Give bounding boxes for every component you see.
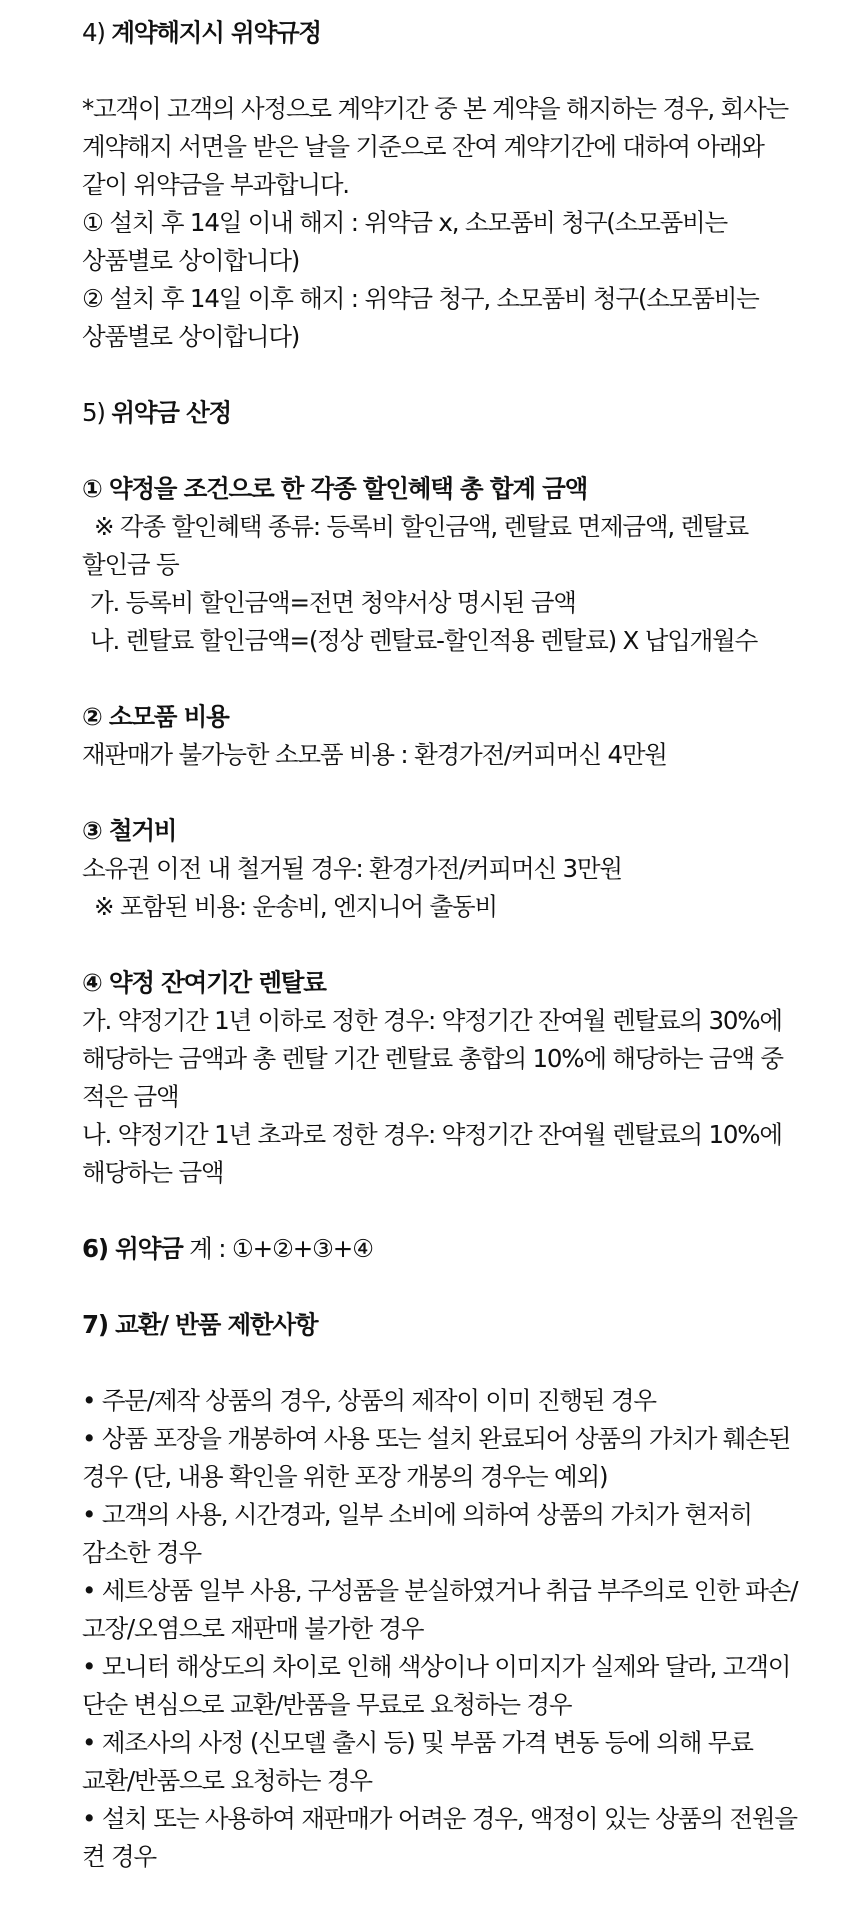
list-item: • 모니터 해상도의 차이로 인해 색상이나 이미지가 실제와 달라, 고객이 — [82, 1652, 791, 1681]
list-item: • 상품 포장을 개봉하여 사용 또는 설치 완료되어 상품의 가치가 훼손된 — [82, 1424, 791, 1453]
section-4-item-2: ② 설치 후 14일 이후 해지 : 위약금 청구, 소모품비 청구(소모품비는 — [82, 284, 759, 313]
section-6-line — [82, 1230, 810, 1268]
section-5-number: 5) — [82, 398, 112, 427]
section-6-formula: 계 : ①+②+③+④ — [182, 1234, 373, 1263]
criterion-4-ga: 가. 약정기간 1년 이하로 정한 경우: 약정기간 잔여월 렌탈료의 30%에 — [82, 1006, 782, 1035]
criterion-1-note-cont: 할인금 등 — [82, 550, 179, 579]
criterion-1-item-ga: 가. 등록비 할인금액=전면 청약서상 명시된 금액 — [90, 588, 576, 617]
criterion-4-ga-cont: 적은 금액 — [82, 1082, 179, 1111]
criterion-1-item-na: 나. 렌탈료 할인금액=(정상 렌탈료-할인적용 렌탈료) X 납입개월수 — [90, 626, 758, 655]
criterion-2-text: 재판매가 불가능한 소모품 비용 : 환경가전/커피머신 4만원 — [82, 740, 667, 769]
criterion-3-text: 소유권 이전 내 철거될 경우: 환경가전/커피머신 3만원 — [82, 854, 622, 883]
criterion-4-title: ④ 약정 잔여기간 렌탈료 — [82, 968, 326, 997]
section-4-number: 4) — [82, 18, 112, 47]
section-4-paragraph-line: 계약해지 서면을 받은 날을 기준으로 잔여 계약기간에 대하여 아래와 — [82, 132, 764, 161]
criterion-3-note: ※ 포함된 비용: 운송비, 엔지니어 출동비 — [94, 892, 497, 921]
list-item: 고장/오염으로 재판매 불가한 경우 — [82, 1614, 424, 1643]
list-item: • 고객의 사용, 시간경과, 일부 소비에 의하여 상품의 가치가 현저히 — [82, 1500, 752, 1529]
list-item: • 주문/제작 상품의 경우, 상품의 제작이 이미 진행된 경우 — [82, 1386, 656, 1415]
list-item: • 제조사의 사정 (신모델 출시 등) 및 부품 가격 변동 등에 의해 무료 — [82, 1728, 753, 1757]
criterion-4-na-cont: 해당하는 금액 — [82, 1158, 224, 1187]
section-4-item-1: ① 설치 후 14일 이내 해지 : 위약금 x, 소모품비 청구(소모품비는 — [82, 208, 727, 237]
section-6-title: 6) 위약금 — [82, 1234, 183, 1263]
criterion-1-note: ※ 각종 할인혜택 종류: 등록비 할인금액, 렌탈료 면제금액, 렌탈료 — [94, 512, 748, 541]
section-4-item-1-cont: 상품별로 상이합니다) — [82, 246, 300, 275]
list-item: 켠 경우 — [82, 1842, 156, 1871]
list-item: 감소한 경우 — [82, 1538, 201, 1567]
section-4-paragraph-line: *고객이 고객의 사정으로 계약기간 중 본 계약을 해지하는 경우, 회사는 — [82, 94, 789, 123]
list-item: • 설치 또는 사용하여 재판매가 어려운 경우, 액정이 있는 상품의 전원을 — [82, 1804, 797, 1833]
criterion-1-title: ① 약정을 조건으로 한 각종 할인혜택 총 합계 금액 — [82, 474, 588, 503]
section-4-title: 계약해지시 위약규정 — [111, 18, 321, 47]
list-item: 교환/반품으로 요청하는 경우 — [82, 1766, 372, 1795]
criterion-4-ga-cont: 해당하는 금액과 총 렌탈 기간 렌탈료 총합의 10%에 해당하는 금액 중 — [82, 1044, 783, 1073]
section-4-item-2-cont: 상품별로 상이합니다) — [82, 322, 300, 351]
section-5-heading — [82, 394, 810, 432]
criterion-3-title: ③ 철거비 — [82, 816, 177, 845]
list-item: 단순 변심으로 교환/반품을 무료로 요청하는 경우 — [82, 1690, 572, 1719]
section-5-title: 위약금 산정 — [111, 398, 232, 427]
criterion-2-title: ② 소모품 비용 — [82, 702, 229, 731]
list-item: 경우 (단, 내용 확인을 위한 포장 개봉의 경우는 예외) — [82, 1462, 608, 1491]
section-4-heading — [82, 14, 810, 52]
section-4-paragraph-line: 같이 위약금을 부과합니다. — [82, 170, 349, 199]
section-7-title: 7) 교환/ 반품 제한사항 — [82, 1310, 318, 1339]
section-7-list — [82, 1382, 810, 1876]
criterion-4-na: 나. 약정기간 1년 초과로 정한 경우: 약정기간 잔여월 렌탈료의 10%에 — [82, 1120, 782, 1149]
list-item: • 세트상품 일부 사용, 구성품을 분실하였거나 취급 부주의로 인한 파손/ — [82, 1576, 798, 1605]
